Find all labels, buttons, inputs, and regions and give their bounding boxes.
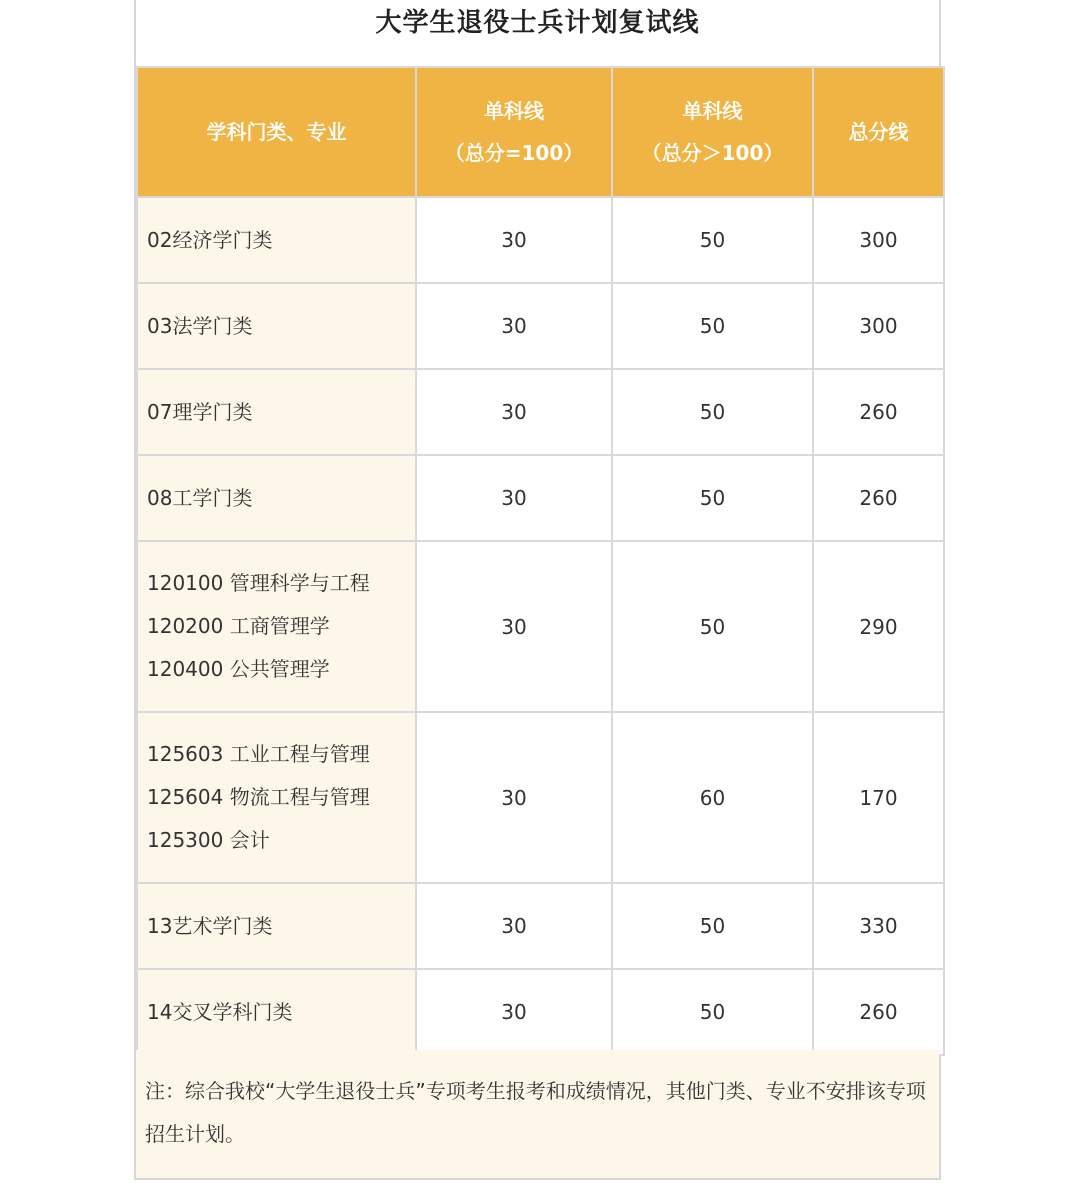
cell-total-line: 260 bbox=[813, 969, 944, 1055]
cell-subject bbox=[137, 197, 416, 283]
subject-line: 02经济学门类 bbox=[147, 227, 273, 252]
cell-single-line-gt100: 50 bbox=[612, 883, 813, 969]
subject-line: 08工学门类 bbox=[147, 485, 253, 510]
cell-total-line: 260 bbox=[813, 455, 944, 541]
cell-single-line-100: 30 bbox=[416, 455, 612, 541]
table-row bbox=[137, 969, 944, 1055]
header-single-line-100-note: （总分=100） bbox=[444, 141, 584, 165]
score-table bbox=[136, 66, 945, 1056]
document-frame bbox=[134, 0, 941, 1180]
cell-subject bbox=[137, 969, 416, 1055]
subject-line: 120400 公共管理学 bbox=[147, 657, 330, 681]
header-single-line-100 bbox=[416, 67, 612, 197]
footnote: 注：综合我校“大学生退役士兵”专项考生报考和成绩情况，其他门类、专业不安排该专项招生计划。 bbox=[136, 1050, 939, 1178]
subject-line: 13艺术学门类 bbox=[147, 913, 273, 938]
cell-subject bbox=[137, 283, 416, 369]
cell-single-line-100: 30 bbox=[416, 197, 612, 283]
cell-subject bbox=[137, 883, 416, 969]
header-single-line-gt100-title: 单科线 bbox=[682, 99, 743, 123]
cell-single-line-gt100: 50 bbox=[612, 969, 813, 1055]
cell-single-line-100: 30 bbox=[416, 969, 612, 1055]
subject-line: 125603 工业工程与管理 bbox=[147, 742, 370, 766]
cell-total-line: 290 bbox=[813, 541, 944, 712]
cell-single-line-100: 30 bbox=[416, 712, 612, 883]
table-body bbox=[137, 197, 944, 1055]
table-row bbox=[137, 283, 944, 369]
cell-single-line-gt100: 50 bbox=[612, 541, 813, 712]
cell-subject bbox=[137, 712, 416, 883]
cell-total-line: 300 bbox=[813, 283, 944, 369]
table-row bbox=[137, 712, 944, 883]
table-row bbox=[137, 883, 944, 969]
cell-total-line: 260 bbox=[813, 369, 944, 455]
cell-single-line-gt100: 50 bbox=[612, 197, 813, 283]
cell-subject bbox=[137, 455, 416, 541]
cell-single-line-gt100: 50 bbox=[612, 369, 813, 455]
cell-single-line-100: 30 bbox=[416, 883, 612, 969]
cell-single-line-100: 30 bbox=[416, 369, 612, 455]
cell-single-line-gt100: 50 bbox=[612, 283, 813, 369]
table-header-row bbox=[137, 67, 944, 197]
cell-total-line: 330 bbox=[813, 883, 944, 969]
cell-single-line-gt100: 50 bbox=[612, 455, 813, 541]
subject-line: 14交叉学科门类 bbox=[147, 999, 293, 1024]
table-row bbox=[137, 541, 944, 712]
header-total-line: 总分线 bbox=[813, 67, 944, 197]
header-single-line-gt100 bbox=[612, 67, 813, 197]
subject-line: 07理学门类 bbox=[147, 399, 253, 424]
header-single-line-gt100-note: （总分＞100） bbox=[641, 141, 784, 165]
cell-total-line: 170 bbox=[813, 712, 944, 883]
cell-single-line-100: 30 bbox=[416, 283, 612, 369]
subject-line: 120200 工商管理学 bbox=[147, 614, 330, 638]
subject-line: 125300 会计 bbox=[147, 828, 270, 852]
subject-line: 120100 管理科学与工程 bbox=[147, 571, 370, 595]
subject-line: 03法学门类 bbox=[147, 313, 253, 338]
cell-single-line-gt100: 60 bbox=[612, 712, 813, 883]
table-row bbox=[137, 455, 944, 541]
document-title: 大学生退役士兵计划复试线 bbox=[375, 8, 700, 38]
table-row bbox=[137, 197, 944, 283]
header-single-line-100-title: 单科线 bbox=[484, 99, 544, 123]
header-subject: 学科门类、专业 bbox=[137, 67, 416, 197]
cell-total-line: 300 bbox=[813, 197, 944, 283]
cell-subject bbox=[137, 369, 416, 455]
subject-line: 125604 物流工程与管理 bbox=[147, 785, 370, 809]
table-row bbox=[137, 369, 944, 455]
cell-subject bbox=[137, 541, 416, 712]
cell-single-line-100: 30 bbox=[416, 541, 612, 712]
